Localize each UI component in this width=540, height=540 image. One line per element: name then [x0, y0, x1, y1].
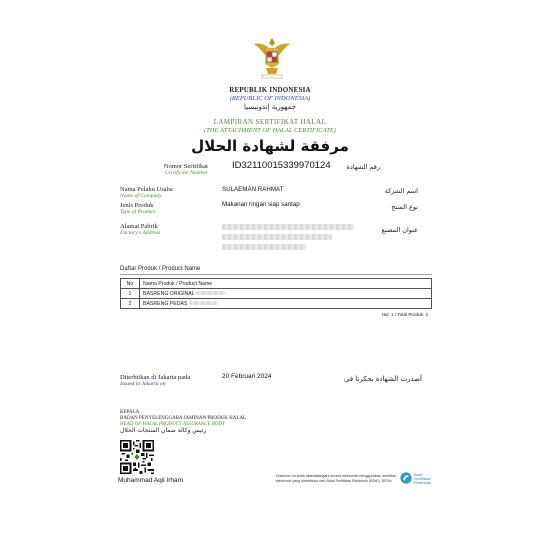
product-name: BASRENG PEDAS [143, 300, 188, 307]
bsre-logo-text-2: Sertifikasi [414, 477, 431, 482]
certificate-number-label-group [150, 163, 208, 176]
company-value: SULAEMAN RAHMAT [222, 186, 284, 193]
product-table-header [121, 279, 432, 289]
qr-code-icon [120, 440, 154, 474]
product-type-value: Makanan ringan siap santap [222, 201, 300, 208]
issued-label-en: Issued in Jakarta on [120, 381, 166, 387]
issued-label: Diterbitkan di Jakarta pada [120, 374, 191, 381]
row-product-name [140, 299, 432, 309]
head-title: KEPALA [120, 410, 140, 415]
header-product-name: Nama Produk / Product Name [140, 279, 432, 289]
product-type-label: Jenis Produk [120, 202, 154, 209]
factory-address-redacted-3 [222, 244, 306, 250]
head-agency-ar: رئيس وكالة ضمان المنتجات الحلال [120, 427, 207, 434]
factory-address-redacted-2 [222, 234, 332, 240]
row-product-name [140, 289, 432, 299]
table-row [121, 299, 432, 309]
product-name: BASRENG ORIGINAL [143, 290, 195, 297]
product-name-redacted [196, 291, 226, 295]
attachment-title-ar: مرفقة لشهادة الحلال [191, 137, 349, 155]
total-products: Hal: 1 / Total Produk: 2 [381, 312, 428, 317]
head-block [120, 410, 246, 434]
product-table [120, 278, 432, 309]
certificate-number: ID32110015339970124 [232, 160, 331, 171]
issued-date: 20 Februari 2024 [222, 373, 272, 380]
electronic-signature-note: Dokumen ini telah ditandatangani secara elektronik menggunakan sertifikat elektronik yang diterbitkan oleh Balai Sertifikasi Elektronik (BSrE), BSSN [276, 474, 396, 483]
company-label-ar: اسم الشركة [384, 187, 418, 195]
republic-title-ar: جمهورية إندونيسيا [243, 103, 297, 111]
product-list-divider [120, 274, 432, 275]
certificate-number-label-en: Certificate Number [164, 170, 208, 176]
factory-label-group [120, 223, 220, 236]
header-no: No [121, 279, 140, 289]
issued-label-group [120, 374, 190, 387]
company-label-en: Name of Company [120, 193, 162, 199]
product-type-label-en: Type of Product [120, 209, 156, 215]
factory-label-ar: عنوان المصنع [381, 226, 418, 234]
bsre-logo-text [414, 473, 431, 486]
factory-label: Alamat Pabrik [120, 223, 158, 230]
republic-title: REPUBLIK INDONESIA [229, 86, 311, 94]
row-no: 2 [121, 299, 140, 309]
attachment-title: LAMPIRAN SERTIFIKAT HALAL [213, 118, 327, 126]
signer-name: Muhammad Aqil Irham [118, 477, 184, 484]
product-list-title: Daftar Produk / Product Name [120, 266, 201, 272]
bsre-logo-icon [400, 472, 412, 484]
republic-title-en: (REPUBLIC OF INDONESIA) [229, 95, 311, 102]
head-agency: BADAN PENYELENGGARA JAMINAN PRODUK HALAL [120, 416, 247, 421]
certificate-number-label-ar: رقم الشهادة [346, 163, 380, 171]
company-label-group [120, 186, 220, 199]
garuda-emblem-icon [252, 34, 292, 80]
factory-label-en: Factory's Address [120, 230, 161, 236]
certificate-number-label: Nomor Sertifikat [163, 163, 208, 170]
row-no: 1 [121, 289, 140, 299]
product-name-redacted [189, 301, 219, 305]
head-agency-en: HEAD OF HALAL PRODUCT ASSURANCE BODY [120, 422, 225, 427]
product-type-label-ar: نوع المنتج [391, 203, 418, 211]
product-type-label-group [120, 202, 220, 215]
bsre-logo-text-1: Balai [414, 473, 423, 477]
company-label: Nama Pelaku Usaha [120, 186, 173, 193]
issued-label-ar: أصدرت الشهادة بجكرتا في [343, 375, 422, 383]
table-row [121, 289, 432, 299]
attachment-title-en: (THE ATTACHMENT OF HALAL CERTIFICATE) [204, 127, 336, 134]
factory-address-redacted [222, 224, 354, 230]
bsre-logo-text-3: Elektronik [414, 481, 431, 486]
